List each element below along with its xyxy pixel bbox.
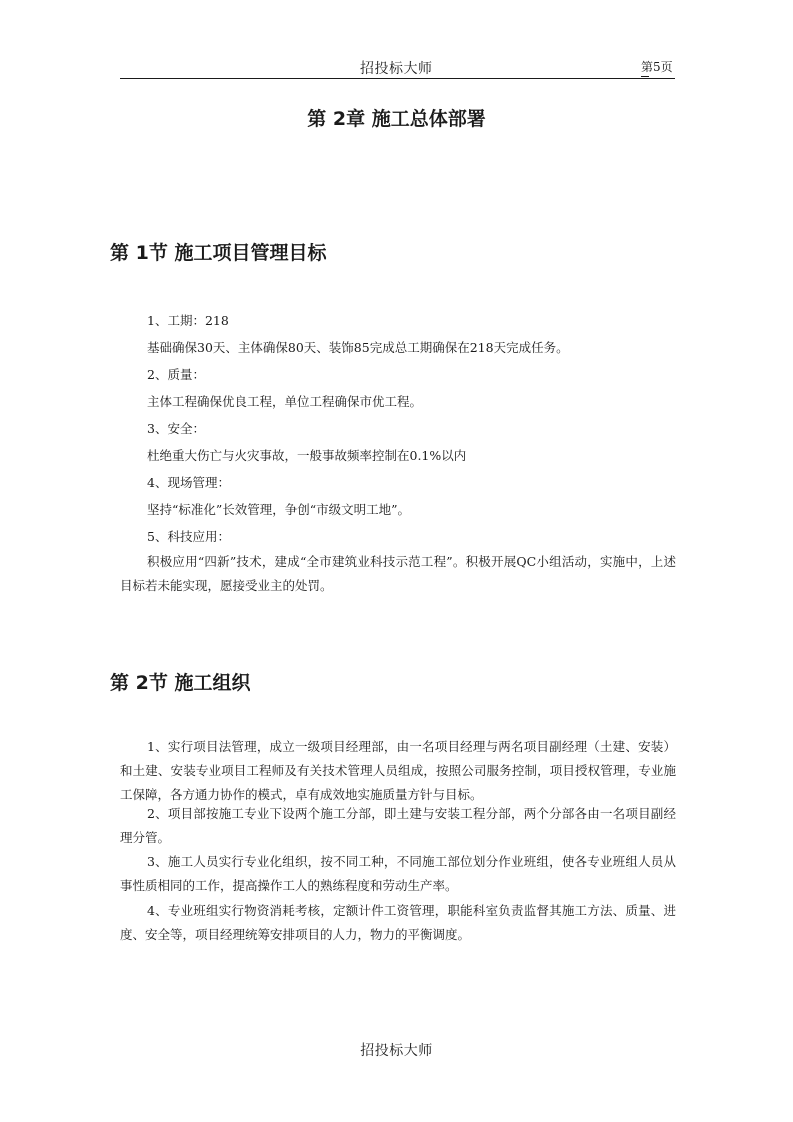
list-item-heading: 1、工期：218 xyxy=(147,313,229,328)
list-item-text: 坚持“标准化”长效管理，争创“市级文明工地”。 xyxy=(147,502,411,517)
section-title: 第 1节 施工项目管理目标 xyxy=(110,242,327,264)
page-number-underline xyxy=(641,76,649,77)
header-divider xyxy=(120,78,675,79)
page-footer: 招投标大师 xyxy=(360,1043,433,1059)
section-title: 第 2节 施工组织 xyxy=(110,672,251,694)
chapter-title: 第 2章 施工总体部署 xyxy=(307,108,486,130)
paragraph: 3、施工人员实行专业化组织，按不同工种，不同施工部位划分作业班组，使各专业班组人员从事性质相同的工作，提高操作工人的熟练程度和劳动生产率。 xyxy=(120,854,676,893)
list-item-text: 基础确保30天、主体确保80天、装饰85完成总工期确保在218天完成任务。 xyxy=(147,340,569,355)
list-item-heading: 4、现场管理： xyxy=(147,475,230,490)
header-title: 招投标大师 xyxy=(360,61,433,77)
list-item-text: 杜绝重大伤亡与火灾事故，一般事故频率控制在0.1%以内 xyxy=(147,448,467,463)
page-number: 第5页 xyxy=(641,60,673,74)
list-item-heading: 5、科技应用： xyxy=(147,529,230,544)
list-item-heading: 2、质量： xyxy=(147,367,205,382)
paragraph: 4、专业班组实行物资消耗考核，定额计件工资管理，职能科室负责监督其施工方法、质量、进度、安全等，项目经理统筹安排项目的人力，物力的平衡调度。 xyxy=(120,903,676,942)
paragraph: 2、项目部按施工专业下设两个施工分部，即土建与安装工程分部，两个分部各由一名项目副经理分管。 xyxy=(120,806,676,845)
list-item-heading: 3、安全： xyxy=(147,421,205,436)
paragraph: 积极应用“四新”技术，建成“全市建筑业科技示范工程”。积极开展QC小组活动，实施中，上述目标若未能实现，愿接受业主的处罚。 xyxy=(120,554,676,593)
paragraph: 1、实行项目法管理，成立一级项目经理部，由一名项目经理与两名项目副经理（土建、安装）和土建、安装专业项目工程师及有关技术管理人员组成，按照公司服务控制，项目授权管理，专业施工保障，各方通力协作的模式，卓有成效地实施质量方针与目标。 xyxy=(120,739,676,802)
list-item-text: 主体工程确保优良工程，单位工程确保市优工程。 xyxy=(147,394,423,409)
